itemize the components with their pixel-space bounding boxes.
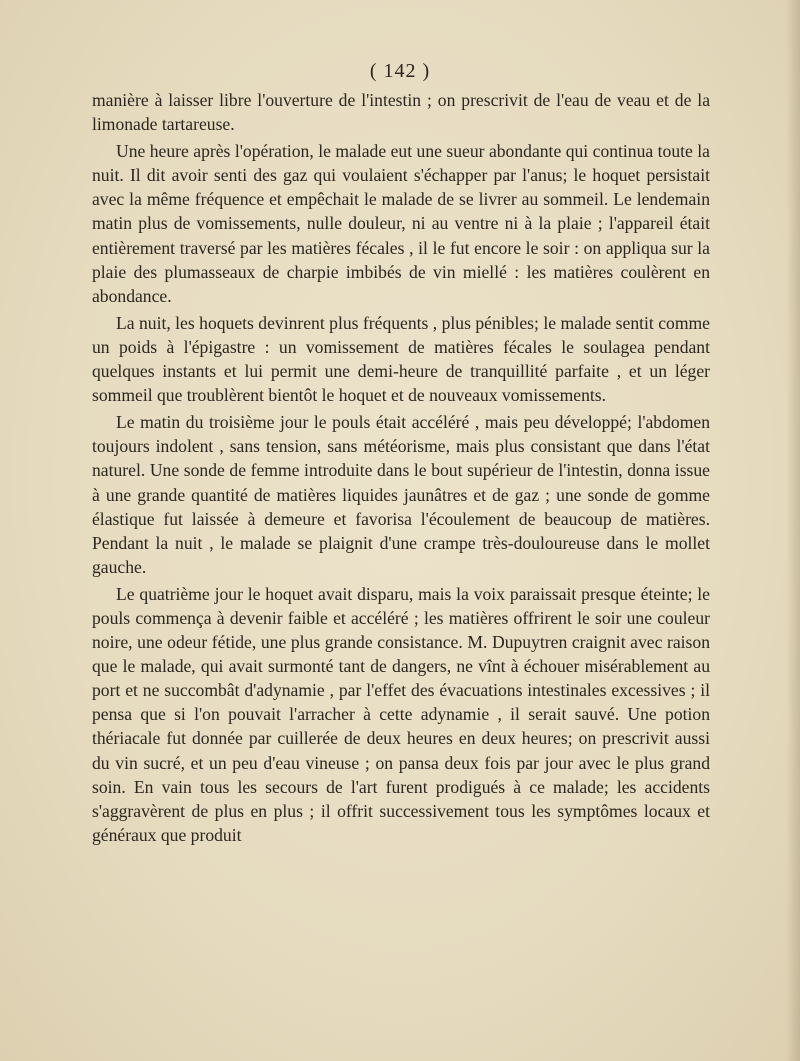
page-number: ( 142 ) — [369, 60, 431, 82]
paragraph: Le quatrième jour le hoquet avait disparu, mais la voix paraissait presque éteinte; le pouls commença à devenir faible et accéléré ; les matières offrirent le soir une couleur noire, une odeur fétide, une plus grande consistance. M. Dupuytren craignit avec raison que le malade, qui avait surmonté tant de dangers, ne vînt à échouer misérablement au port et ne succombât d'adynamie , par l'effet des évacuations intestinales excessives ; il pensa que si l'on pouvait l'arracher à cette adynamie , il serait sauvé. Une potion thériacale fut donnée par cuillerée de deux heures en deux heures; on prescrivit aussi du vin sucré, et un peu d'eau vineuse ; on pansa deux fois par jour avec le plus grand soin. En vain tous les secours de l'art furent prodigués à ce malade; les accidents s'aggravèrent de plus en plus ; il offrit successivement tous les symptômes locaux et généraux que produit — [92, 583, 710, 845]
paragraph: Le matin du troisième jour le pouls était accéléré , mais peu développé; l'abdomen toujours indolent , sans tension, sans météorisme, mais plus consistant que dans l'état naturel. Une sonde de femme introduite dans le bout supérieur de l'intestin, donna issue à une grande quantité de matières liquides jaunâtres et de gaz ; une sonde de gomme élastique fut laissée à demeure et favorisa l'écoulement de beaucoup de matières. Pendant la nuit , le malade se plaignit d'une crampe très-douloureuse dans le mollet gauche. — [92, 412, 710, 577]
paragraph: La nuit, les hoquets devinrent plus fréquents , plus pénibles; le malade sentit comme un poids à l'épigastre : un vomissement de matières fécales le soulagea pendant quelques instants et lui permit une demi-heure de tranquillité parfaite , et un léger sommeil que troublèrent bientôt le hoquet et de nouveaux vomissements. — [92, 312, 710, 406]
body-text — [92, 88, 710, 850]
paragraph-continued: manière à laisser libre l'ouverture de l'intestin ; on prescrivit de l'eau de veau et de la limonade tartareuse. — [92, 90, 710, 135]
page-edge-shadow — [786, 0, 800, 1061]
paragraph: Une heure après l'opération, le malade eut une sueur abondante qui continua toute la nuit. Il dit avoir senti des gaz qui voulaient s'échapper par l'anus; le hoquet persistait avec la même fréquence et empêchait le malade de se livrer au sommeil. Le lendemain matin plus de vomissements, nulle douleur, ni au ventre ni à la plaie ; l'appareil était entièrement traversé par les matières fécales , il le fut encore le soir : on appliqua sur la plaie des plumasseaux de charpie imbibés de vin miellé : les matières coulèrent en abondance. — [92, 141, 710, 306]
